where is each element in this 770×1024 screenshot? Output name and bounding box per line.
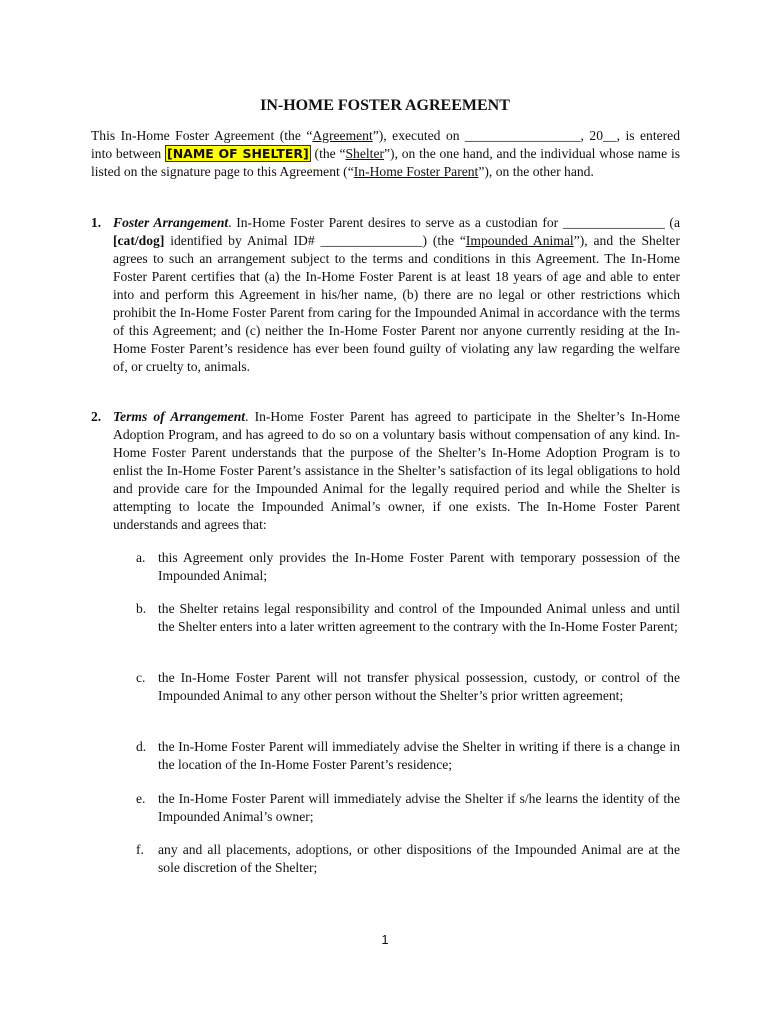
list-item-letter: c. xyxy=(136,670,146,685)
intro-paragraph xyxy=(91,127,680,181)
page-number: 1 xyxy=(381,932,389,947)
section-number: 2. xyxy=(91,409,102,424)
list-item xyxy=(136,841,680,877)
shelter-name-placeholder: [NAME OF SHELTER] xyxy=(167,146,309,161)
list-item-text: the In-Home Foster Parent will not transfer physical possession, custody, or control of the Impounded Animal to any other person without the Shelter’s prior written agreement; xyxy=(158,670,680,703)
intro-text: This In-Home Foster Agreement (the “ xyxy=(91,128,313,143)
document-title: IN-HOME FOSTER AGREEMENT xyxy=(260,97,510,114)
list-item xyxy=(136,549,680,585)
intro-text: ”), on the other hand. xyxy=(478,164,594,179)
list-item xyxy=(136,669,680,705)
shelter-term: Shelter xyxy=(345,146,385,161)
list-item-letter: f. xyxy=(136,842,144,857)
list-item-letter: b. xyxy=(136,601,147,616)
list-item-text: any and all placements, adoptions, or other dispositions of the Impounded Animal are at the sole discretion of the Shelter; xyxy=(158,842,680,875)
list-item-letter: d. xyxy=(136,739,147,754)
intro-text: ”), on the one hand, and the individual whose name is listed on the signature page to this Agreement (“ xyxy=(91,146,681,179)
list-item-letter: e. xyxy=(136,791,146,806)
list-item-text: this Agreement only provides the In-Home Foster Parent with temporary possession of the Impounded Animal; xyxy=(158,550,680,583)
list-item-letter: a. xyxy=(136,550,146,565)
list-item xyxy=(136,600,680,636)
cat-dog-placeholder: [cat/dog] xyxy=(113,233,165,248)
section-number: 1. xyxy=(91,215,102,230)
section-2 xyxy=(91,408,680,534)
section-text: . In-Home Foster Parent has agreed to participate in the Shelter’s In-Home Adoption Program, and has agreed to do so on a voluntary basis without compensation of any kind. In-Home Foster Parent understands that the purpose of the Shelter’s In-Home Adoption Program is to enlist the In-Home Foster Parent’s assistance in the Shelter’s satisfaction of its legal obligations to hold and provide care for the Impounded Animal for the legally required period and while the Shelter is attempting to locate the Impounded Animal’s owner, if one exists. The In-Home Foster Parent understands and agrees that: xyxy=(113,409,681,532)
section-text: ”), and the Shelter agrees to such an arrangement subject to the terms and conditions in this Agreement. The In-Home Foster Parent certifies that (a) the In-Home Foster Parent is at least 18 years of age and able to enter into and perform this Agreement in his/her name, (b) there are no legal or other restrictions which prohibit the In-Home Foster Parent from caring for the Impounded Animal in accordance with the terms of this Agreement; and (c) neither the In-Home Foster Parent nor anyone currently residing at the In-Home Foster Parent’s residence has ever been found guilty of violating any law regarding the welfare of, or cruelty to, animals. xyxy=(113,233,680,374)
impounded-animal-term: Impounded Animal xyxy=(465,233,574,248)
intro-text: ”), executed on _________________, 20__, is entered into between xyxy=(91,128,680,161)
section-heading: Foster Arrangement xyxy=(113,215,229,230)
section-1 xyxy=(91,214,680,376)
agreement-term: Agreement xyxy=(312,128,373,143)
list-item-text: the In-Home Foster Parent will immediately advise the Shelter in writing if there is a change in the location of the In-Home Foster Parent’s residence; xyxy=(158,739,680,772)
section-heading: Terms of Arrangement xyxy=(113,409,246,424)
list-item xyxy=(136,738,680,774)
section-text: . In-Home Foster Parent desires to serve as a custodian for _______________ (a xyxy=(228,215,680,230)
intro-text: (the “ xyxy=(310,146,346,161)
list-item xyxy=(136,790,680,826)
section-text: identified by Animal ID# _______________) (the “ xyxy=(164,233,466,248)
list-item-text: the Shelter retains legal responsibility and control of the Impounded Animal unless and until the Shelter enters into a later written agreement to the contrary with the In-Home Foster Parent; xyxy=(158,601,680,634)
list-item-text: the In-Home Foster Parent will immediately advise the Shelter if s/he learns the identity of the Impounded Animal’s owner; xyxy=(158,791,680,824)
parent-term: In-Home Foster Parent xyxy=(353,164,479,179)
